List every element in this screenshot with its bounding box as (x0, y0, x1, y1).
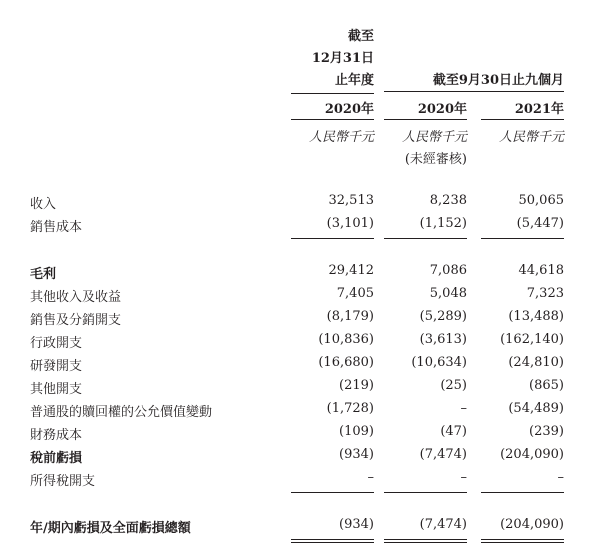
rnd-expenses-col2: (10,634) (411, 355, 467, 370)
total-loss-col3: (204,090) (500, 517, 564, 532)
row-label-revenue: 收入 (30, 197, 57, 212)
row-label-other-income: 其他收入及收益 (30, 290, 122, 305)
loss-before-tax-col1: (934) (339, 447, 374, 462)
col1-header-line2: 12月31日 (311, 51, 374, 66)
subtotal-rule-col2 (384, 238, 467, 239)
total-double-rule-col2-b (384, 542, 467, 543)
col1-year: 2020年 (324, 102, 374, 117)
selling-expenses-col2: (5,289) (419, 309, 467, 324)
row-label-gross-profit: 毛利 (30, 267, 57, 282)
selling-expenses-col3: (13,488) (508, 309, 564, 324)
finance-costs-col1: (109) (339, 424, 374, 439)
gross-profit-col2: 7,086 (429, 263, 467, 278)
admin-expenses-col1: (10,836) (318, 332, 374, 347)
col1-year-rule (291, 119, 374, 120)
col2-unit: 人民幣千元 (401, 130, 467, 145)
nine-months-header-rule (384, 91, 564, 92)
fair-value-change-col2: – (460, 401, 467, 416)
row-label-rnd-expenses: 研發開支 (30, 359, 83, 374)
other-expenses-col3: (865) (529, 378, 564, 393)
total-double-rule-col3-b (481, 542, 564, 543)
pre-total-rule-col2 (384, 492, 467, 493)
gross-profit-col3: 44,618 (518, 263, 564, 278)
total-double-rule-col1-b (291, 542, 374, 543)
total-double-rule-col2-a (384, 539, 467, 540)
nine-months-header: 截至9月30日止九個月 (432, 73, 564, 88)
cost-of-sales-col1: (3,101) (326, 216, 374, 231)
other-income-col2: 5,048 (429, 286, 467, 301)
row-label-income-tax: 所得稅開支 (30, 474, 96, 489)
subtotal-rule-col3 (481, 238, 564, 239)
col3-year-rule (481, 119, 564, 120)
other-income-col3: 7,323 (526, 286, 564, 301)
col1-header-line3: 止年度 (334, 73, 374, 88)
rnd-expenses-col3: (24,810) (508, 355, 564, 370)
row-label-cost-of-sales: 銷售成本 (30, 220, 83, 235)
gross-profit-col1: 29,412 (328, 263, 374, 278)
total-loss-col1: (934) (339, 517, 374, 532)
pre-total-rule-col1 (291, 492, 374, 493)
total-double-rule-col3-a (481, 539, 564, 540)
col1-unit: 人民幣千元 (308, 130, 374, 145)
other-expenses-col1: (219) (339, 378, 374, 393)
loss-before-tax-col3: (204,090) (500, 447, 564, 462)
row-label-other-expenses: 其他開支 (30, 382, 83, 397)
pre-total-rule-col3 (481, 492, 564, 493)
rnd-expenses-col1: (16,680) (318, 355, 374, 370)
col1-year-top-rule (291, 93, 374, 94)
col2-unaudited-note: (未經審核) (404, 152, 467, 167)
fair-value-change-col1: (1,728) (326, 401, 374, 416)
row-label-selling-expenses: 銷售及分銷開支 (30, 313, 122, 328)
finance-costs-col3: (239) (529, 424, 564, 439)
admin-expenses-col2: (3,613) (419, 332, 467, 347)
col2-year-rule (384, 119, 467, 120)
col3-unit: 人民幣千元 (498, 130, 564, 145)
cost-of-sales-col3: (5,447) (516, 216, 564, 231)
revenue-col2: 8,238 (429, 193, 467, 208)
cost-of-sales-col2: (1,152) (419, 216, 467, 231)
col1-header-line1: 截至 (347, 29, 374, 44)
revenue-col3: 50,065 (518, 193, 564, 208)
col2-year: 2020年 (417, 102, 467, 117)
row-label-total-loss: 年/期內虧損及全面虧損總額 (30, 521, 191, 536)
other-income-col1: 7,405 (336, 286, 374, 301)
income-tax-col1: – (367, 470, 374, 485)
row-label-admin-expenses: 行政開支 (30, 336, 83, 351)
admin-expenses-col3: (162,140) (500, 332, 564, 347)
selling-expenses-col1: (8,179) (326, 309, 374, 324)
total-loss-col2: (7,474) (419, 517, 467, 532)
col3-year: 2021年 (514, 102, 564, 117)
income-tax-col3: – (557, 470, 564, 485)
row-label-finance-costs: 財務成本 (30, 428, 83, 443)
finance-costs-col2: (47) (440, 424, 467, 439)
row-label-fair-value-change: 普通股的贖回權的公允價值變動 (30, 405, 213, 420)
income-tax-col2: – (460, 470, 467, 485)
loss-before-tax-col2: (7,474) (419, 447, 467, 462)
revenue-col1: 32,513 (328, 193, 374, 208)
other-expenses-col2: (25) (440, 378, 467, 393)
total-double-rule-col1-a (291, 539, 374, 540)
row-label-loss-before-tax: 稅前虧損 (30, 451, 83, 466)
fair-value-change-col3: (54,489) (508, 401, 564, 416)
subtotal-rule-col1 (291, 238, 374, 239)
